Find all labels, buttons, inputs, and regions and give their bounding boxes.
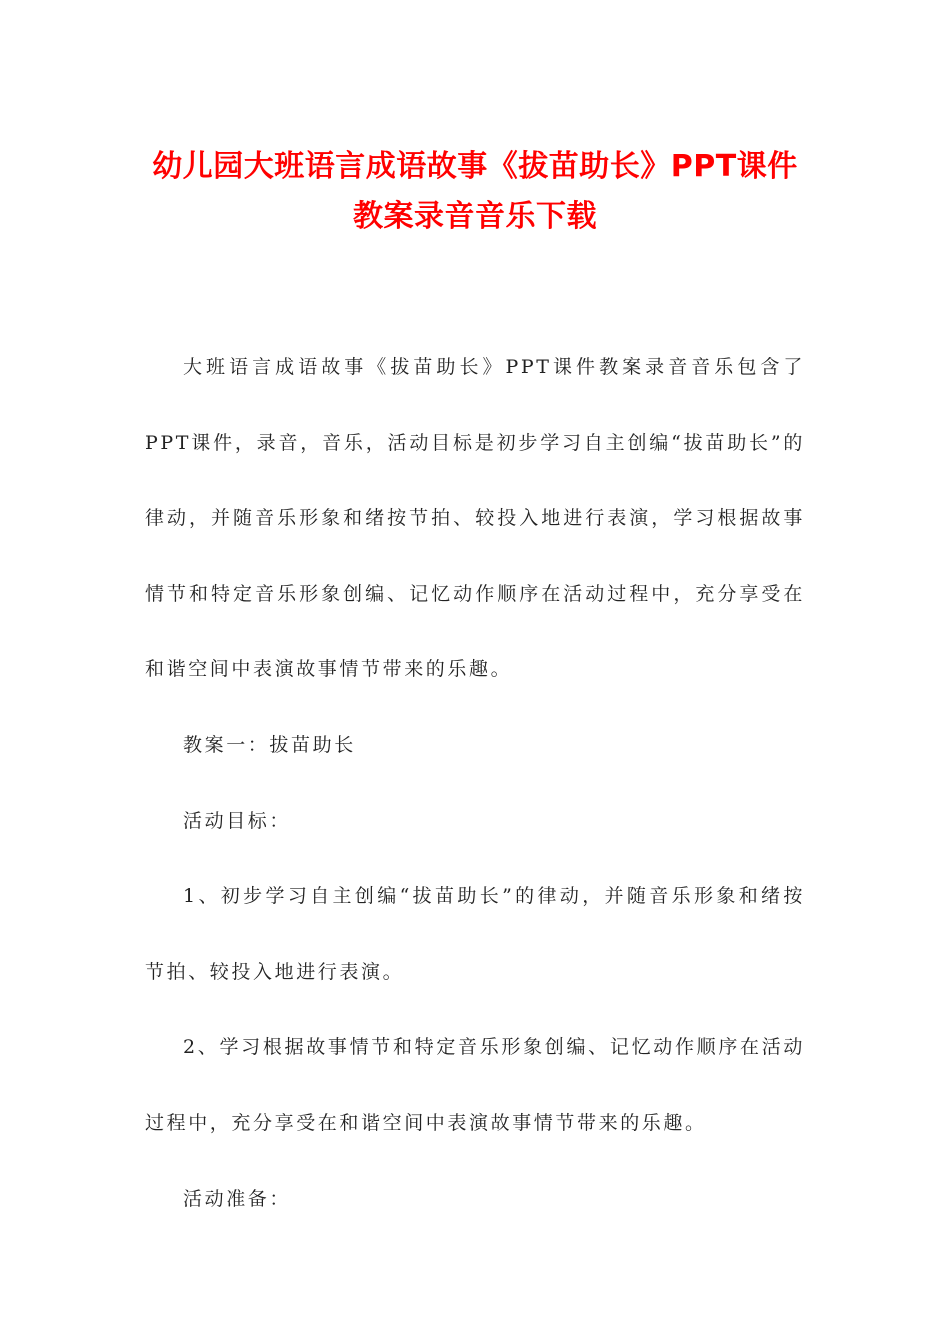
lesson-plan-heading: 教案一：拔苗助长	[183, 733, 356, 756]
intro-paragraph: 大班语言成语故事《拔苗助长》PPT课件教案录音音乐包含了PPT课件，录音，音乐，活动目标是初步学习自主创编“拔苗助长”的律动，并随音乐形象和绪按节拍、较投入地进行表演，学习根据故事情节和特定音乐形象创编、记忆动作顺序在活动过程中，充分享受在和谐空间中表演故事情节带来的乐趣。	[145, 356, 805, 681]
goal-item-2: 2、学习根据故事情节和特定音乐形象创编、记忆动作顺序在活动过程中，充分享受在和谐空间中表演故事情节带来的乐趣。	[145, 1036, 805, 1134]
document-title: 幼儿园大班语言成语故事《拔苗助长》PPT课件教案录音音乐下载	[152, 149, 798, 234]
activity-preparation-heading: 活动准备：	[183, 1187, 292, 1210]
goal-item-1: 1、初步学习自主创编“拔苗助长”的律动，并随音乐形象和绪按节拍、较投入地进行表演。	[145, 885, 805, 983]
document-body	[145, 330, 805, 1237]
activity-goals-heading: 活动目标：	[183, 809, 292, 832]
